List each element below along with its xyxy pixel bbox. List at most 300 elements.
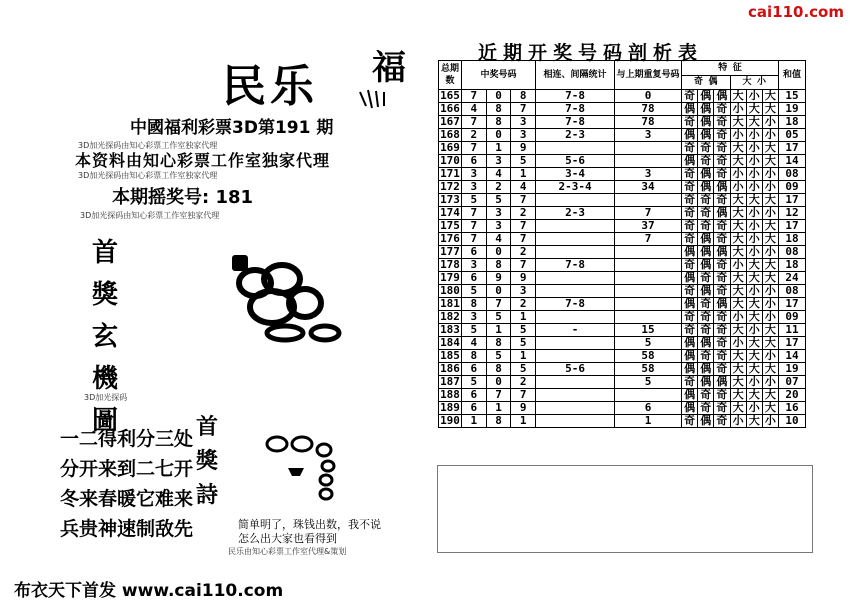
odd-even-cell: 奇 bbox=[698, 272, 714, 285]
number-cell: 3 bbox=[486, 155, 511, 168]
number-cell: 4 bbox=[462, 103, 487, 116]
sum-cell: 09 bbox=[779, 311, 806, 324]
odd-even-cell: 奇 bbox=[682, 311, 698, 324]
odd-even-cell: 奇 bbox=[714, 337, 730, 350]
number-cell: 6 bbox=[462, 389, 487, 402]
col-repeat: 与上期重复号码 bbox=[615, 61, 682, 90]
sum-cell: 07 bbox=[779, 376, 806, 389]
number-cell: 4 bbox=[486, 168, 511, 181]
odd-even-cell: 奇 bbox=[714, 272, 730, 285]
number-cell: 8 bbox=[462, 350, 487, 363]
odd-even-cell: 奇 bbox=[714, 350, 730, 363]
sum-cell: 24 bbox=[779, 272, 806, 285]
sum-cell: 14 bbox=[779, 155, 806, 168]
big-small-cell: 小 bbox=[762, 376, 778, 389]
big-small-cell: 小 bbox=[730, 129, 746, 142]
table-row bbox=[439, 272, 806, 285]
link-cell: 7-8 bbox=[536, 90, 615, 103]
odd-even-cell: 偶 bbox=[682, 402, 698, 415]
number-cell: 3 bbox=[462, 311, 487, 324]
big-small-cell: 大 bbox=[730, 220, 746, 233]
odd-even-cell: 奇 bbox=[682, 324, 698, 337]
issue-cell: 175 bbox=[440, 219, 460, 232]
link-cell: 3-4 bbox=[536, 168, 615, 181]
odd-even-cell: 偶 bbox=[714, 181, 730, 194]
odd-even-cell: 奇 bbox=[714, 116, 730, 129]
vertical-title-char: 圖 bbox=[91, 406, 118, 436]
odd-even-cell: 奇 bbox=[714, 233, 730, 246]
table-row bbox=[439, 220, 806, 233]
odd-even-cell: 奇 bbox=[698, 220, 714, 233]
number-cell: 3 bbox=[462, 181, 487, 194]
odd-even-cell: 偶 bbox=[698, 246, 714, 259]
number-cell: 2 bbox=[511, 298, 536, 311]
odd-even-cell: 奇 bbox=[714, 311, 730, 324]
big-small-cell: 大 bbox=[762, 194, 778, 207]
odd-even-cell: 偶 bbox=[682, 272, 698, 285]
number-cell: 1 bbox=[462, 415, 487, 428]
number-cell: 1 bbox=[486, 402, 511, 415]
big-small-cell: 大 bbox=[746, 363, 762, 376]
number-cell: 7 bbox=[462, 207, 487, 220]
odd-even-cell: 偶 bbox=[698, 168, 714, 181]
link-cell: 5-6 bbox=[536, 155, 615, 168]
odd-even-cell: 偶 bbox=[698, 129, 714, 142]
table-row bbox=[439, 129, 806, 142]
number-cell: 0 bbox=[486, 376, 511, 389]
poem-line: 一二得利分三处 bbox=[60, 428, 194, 450]
link-cell: 7-8 bbox=[536, 259, 615, 272]
link-cell bbox=[536, 285, 615, 298]
odd-even-cell: 奇 bbox=[682, 207, 698, 220]
big-small-cell: 小 bbox=[762, 285, 778, 298]
link-cell: 2-3 bbox=[536, 207, 615, 220]
issue-cell: 173 bbox=[440, 193, 460, 206]
number-cell: 6 bbox=[462, 155, 487, 168]
odd-even-cell: 偶 bbox=[698, 233, 714, 246]
repeat-cell: 37 bbox=[615, 220, 682, 233]
col-odd-even: 奇 偶 bbox=[682, 75, 730, 90]
big-small-cell: 小 bbox=[762, 298, 778, 311]
odd-even-cell: 偶 bbox=[682, 155, 698, 168]
odd-even-cell: 奇 bbox=[714, 415, 730, 428]
big-small-cell: 大 bbox=[730, 324, 746, 337]
link-cell bbox=[536, 350, 615, 363]
sum-cell: 18 bbox=[779, 233, 806, 246]
odd-even-cell: 奇 bbox=[682, 259, 698, 272]
number-cell: 7 bbox=[462, 233, 487, 246]
odd-even-cell: 奇 bbox=[714, 142, 730, 155]
odd-even-cell: 奇 bbox=[698, 194, 714, 207]
table-row bbox=[439, 389, 806, 402]
table-row bbox=[439, 233, 806, 246]
poem-title bbox=[192, 410, 222, 512]
sum-cell: 08 bbox=[779, 285, 806, 298]
number-cell: 8 bbox=[462, 298, 487, 311]
number-cell: 1 bbox=[486, 142, 511, 155]
odd-even-cell: 奇 bbox=[698, 155, 714, 168]
caption-line: 怎么出大家也看得到 bbox=[238, 532, 337, 545]
big-small-cell: 小 bbox=[746, 181, 762, 194]
link-cell bbox=[536, 194, 615, 207]
odd-even-cell: 偶 bbox=[714, 90, 730, 103]
sum-cell: 15 bbox=[779, 90, 806, 103]
big-small-cell: 小 bbox=[746, 246, 762, 259]
poem-line: 分开来到二七开 bbox=[60, 458, 194, 480]
number-cell: 3 bbox=[462, 168, 487, 181]
odd-even-cell: 偶 bbox=[682, 103, 698, 116]
number-cell: 5 bbox=[462, 324, 487, 337]
footer-credit: 布衣天下首发 www.cai110.com bbox=[14, 581, 284, 601]
big-small-cell: 小 bbox=[746, 285, 762, 298]
odd-even-cell: 奇 bbox=[682, 142, 698, 155]
big-small-cell: 大 bbox=[746, 350, 762, 363]
big-small-cell: 小 bbox=[762, 181, 778, 194]
tiny-line-2: 3D加光探码由知心彩票工作室独家代理 bbox=[78, 171, 218, 180]
number-cell: 5 bbox=[486, 194, 511, 207]
big-small-cell: 小 bbox=[762, 415, 778, 428]
big-small-cell: 大 bbox=[762, 155, 778, 168]
table-row bbox=[439, 259, 806, 272]
big-small-cell: 小 bbox=[762, 350, 778, 363]
number-cell: 0 bbox=[486, 285, 511, 298]
table-row bbox=[439, 311, 806, 324]
repeat-cell: 7 bbox=[615, 233, 682, 246]
link-cell: 7-8 bbox=[536, 116, 615, 129]
issue-cell: 174 bbox=[440, 206, 460, 219]
odd-even-cell: 偶 bbox=[698, 376, 714, 389]
number-cell: 7 bbox=[511, 389, 536, 402]
vertical-title-char: 玄 bbox=[91, 322, 118, 352]
number-cell: 3 bbox=[511, 129, 536, 142]
number-cell: 2 bbox=[486, 181, 511, 194]
sum-cell: 12 bbox=[779, 207, 806, 220]
big-small-cell: 小 bbox=[746, 376, 762, 389]
odd-even-cell: 偶 bbox=[714, 246, 730, 259]
big-small-cell: 大 bbox=[762, 259, 778, 272]
table-row bbox=[439, 246, 806, 259]
lottery-table bbox=[438, 60, 806, 428]
link-cell bbox=[536, 376, 615, 389]
odd-even-cell: 奇 bbox=[714, 103, 730, 116]
odd-even-cell: 偶 bbox=[682, 298, 698, 311]
table-row bbox=[439, 298, 806, 311]
vertical-title bbox=[90, 232, 120, 442]
poem-line: 兵贵神速制敌先 bbox=[60, 518, 194, 540]
odd-even-cell: 奇 bbox=[698, 207, 714, 220]
odd-even-cell: 奇 bbox=[682, 220, 698, 233]
table-row bbox=[439, 324, 806, 337]
big-small-cell: 大 bbox=[730, 207, 746, 220]
number-cell: 5 bbox=[462, 194, 487, 207]
poem bbox=[60, 424, 193, 544]
vertical-title-char: 機 bbox=[91, 364, 118, 394]
number-cell: 6 bbox=[462, 246, 487, 259]
number-cell: 7 bbox=[462, 220, 487, 233]
odd-even-cell: 奇 bbox=[714, 285, 730, 298]
repeat-cell bbox=[615, 285, 682, 298]
odd-even-cell: 偶 bbox=[682, 389, 698, 402]
number-cell: 1 bbox=[511, 350, 536, 363]
number-cell: 3 bbox=[486, 220, 511, 233]
big-small-cell: 大 bbox=[730, 116, 746, 129]
caption bbox=[238, 518, 381, 546]
number-cell: 8 bbox=[486, 103, 511, 116]
odd-even-cell: 奇 bbox=[714, 168, 730, 181]
big-small-cell: 大 bbox=[730, 194, 746, 207]
big-small-cell: 大 bbox=[730, 90, 746, 103]
number-cell: 7 bbox=[511, 103, 536, 116]
sum-cell: 17 bbox=[779, 298, 806, 311]
sum-cell: 08 bbox=[779, 246, 806, 259]
odd-even-cell: 奇 bbox=[714, 194, 730, 207]
odd-even-cell: 奇 bbox=[698, 142, 714, 155]
table-row bbox=[439, 90, 806, 103]
repeat-cell bbox=[615, 259, 682, 272]
big-small-cell: 大 bbox=[762, 402, 778, 415]
odd-even-cell: 偶 bbox=[682, 363, 698, 376]
repeat-cell bbox=[615, 389, 682, 402]
issue-cell: 182 bbox=[440, 310, 460, 323]
big-small-cell: 小 bbox=[746, 207, 762, 220]
number-cell: 7 bbox=[511, 259, 536, 272]
odd-even-cell: 奇 bbox=[682, 194, 698, 207]
odd-even-cell: 奇 bbox=[698, 350, 714, 363]
site-watermark: cai110.com bbox=[748, 3, 844, 21]
big-small-cell: 大 bbox=[746, 272, 762, 285]
number-cell: 6 bbox=[462, 363, 487, 376]
link-cell bbox=[536, 402, 615, 415]
big-small-cell: 小 bbox=[746, 233, 762, 246]
number-cell: 5 bbox=[486, 350, 511, 363]
odd-even-cell: 偶 bbox=[698, 181, 714, 194]
number-cell: 4 bbox=[486, 233, 511, 246]
number-cell: 4 bbox=[462, 337, 487, 350]
big-small-cell: 大 bbox=[730, 272, 746, 285]
odd-even-cell: 偶 bbox=[698, 285, 714, 298]
issue-cell: 180 bbox=[440, 284, 460, 297]
big-small-cell: 小 bbox=[762, 116, 778, 129]
caption-small: 民乐由知心彩票工作室代理&策划 bbox=[228, 547, 347, 556]
number-cell: 7 bbox=[486, 298, 511, 311]
link-cell bbox=[536, 337, 615, 350]
table-row bbox=[439, 207, 806, 220]
tiny-line-3: 3D加光探码由知心彩票工作室独家代理 bbox=[80, 211, 220, 220]
number-cell: 5 bbox=[511, 155, 536, 168]
big-small-cell: 大 bbox=[762, 337, 778, 350]
poem-title-char: 詩 bbox=[195, 482, 218, 508]
sum-cell: 19 bbox=[779, 103, 806, 116]
number-cell: 1 bbox=[511, 415, 536, 428]
big-small-cell: 大 bbox=[730, 350, 746, 363]
number-cell: 8 bbox=[486, 415, 511, 428]
odd-even-cell: 偶 bbox=[682, 246, 698, 259]
number-cell: 0 bbox=[486, 90, 511, 103]
table-row bbox=[439, 142, 806, 155]
number-cell: 0 bbox=[486, 129, 511, 142]
sum-cell: 17 bbox=[779, 142, 806, 155]
odd-even-cell: 奇 bbox=[682, 233, 698, 246]
big-small-cell: 大 bbox=[762, 389, 778, 402]
sum-cell: 05 bbox=[779, 129, 806, 142]
big-small-cell: 大 bbox=[730, 402, 746, 415]
number-cell: 8 bbox=[486, 259, 511, 272]
number-cell: 1 bbox=[486, 324, 511, 337]
issue-cell: 169 bbox=[440, 141, 460, 154]
big-small-cell: 小 bbox=[762, 129, 778, 142]
issue-cell: 165 bbox=[440, 89, 460, 102]
table-row bbox=[439, 376, 806, 389]
number-cell: 2 bbox=[511, 207, 536, 220]
number-cell: 3 bbox=[511, 116, 536, 129]
link-cell bbox=[536, 233, 615, 246]
odd-even-cell: 偶 bbox=[714, 376, 730, 389]
repeat-cell bbox=[615, 246, 682, 259]
odd-even-cell: 偶 bbox=[682, 350, 698, 363]
number-cell: 9 bbox=[511, 402, 536, 415]
table-row bbox=[439, 103, 806, 116]
sum-cell: 18 bbox=[779, 116, 806, 129]
col-issue: 总期数 bbox=[439, 61, 462, 90]
agency-notice: 本资料由知心彩票工作室独家代理 bbox=[75, 151, 331, 170]
big-small-cell: 大 bbox=[730, 285, 746, 298]
sum-cell: 17 bbox=[779, 194, 806, 207]
odd-even-cell: 奇 bbox=[682, 415, 698, 428]
big-small-cell: 小 bbox=[746, 402, 762, 415]
link-cell bbox=[536, 389, 615, 402]
link-cell: 2-3-4 bbox=[536, 181, 615, 194]
sum-cell: 16 bbox=[779, 402, 806, 415]
big-small-cell: 小 bbox=[730, 103, 746, 116]
number-cell: 3 bbox=[486, 207, 511, 220]
big-small-cell: 大 bbox=[762, 103, 778, 116]
sum-cell: 17 bbox=[779, 220, 806, 233]
odd-even-cell: 奇 bbox=[714, 389, 730, 402]
number-cell: 9 bbox=[511, 272, 536, 285]
big-small-cell: 小 bbox=[746, 324, 762, 337]
issue-cell: 187 bbox=[440, 375, 460, 388]
odd-even-cell: 奇 bbox=[698, 311, 714, 324]
big-small-cell: 小 bbox=[730, 311, 746, 324]
link-cell: 7-8 bbox=[536, 103, 615, 116]
big-small-cell: 大 bbox=[746, 116, 762, 129]
link-cell bbox=[536, 272, 615, 285]
table-row bbox=[439, 402, 806, 415]
link-cell: 2-3 bbox=[536, 129, 615, 142]
odd-even-cell: 奇 bbox=[714, 129, 730, 142]
link-cell bbox=[536, 415, 615, 428]
big-small-cell: 大 bbox=[762, 142, 778, 155]
number-cell: 5 bbox=[462, 376, 487, 389]
number-cell: 1 bbox=[511, 168, 536, 181]
number-cell: 5 bbox=[511, 337, 536, 350]
hint-drawing bbox=[262, 430, 342, 502]
table-row bbox=[439, 363, 806, 376]
issue-cell: 166 bbox=[440, 102, 460, 115]
repeat-cell bbox=[615, 311, 682, 324]
big-small-cell: 小 bbox=[746, 220, 762, 233]
table-row bbox=[439, 350, 806, 363]
big-small-cell: 大 bbox=[730, 363, 746, 376]
number-cell: 9 bbox=[486, 272, 511, 285]
number-cell: 7 bbox=[511, 194, 536, 207]
sum-cell: 20 bbox=[779, 389, 806, 402]
big-small-cell: 大 bbox=[746, 194, 762, 207]
vertical-title-char: 獎 bbox=[91, 280, 118, 310]
table-row bbox=[439, 285, 806, 298]
big-small-cell: 小 bbox=[746, 129, 762, 142]
big-small-cell: 大 bbox=[746, 311, 762, 324]
link-cell: 5-6 bbox=[536, 363, 615, 376]
sum-cell: 08 bbox=[779, 168, 806, 181]
big-small-cell: 大 bbox=[730, 246, 746, 259]
link-cell bbox=[536, 142, 615, 155]
table-row bbox=[439, 415, 806, 428]
repeat-cell: 3 bbox=[615, 168, 682, 181]
odd-even-cell: 奇 bbox=[714, 155, 730, 168]
sum-cell: 18 bbox=[779, 259, 806, 272]
issue-cell: 168 bbox=[440, 128, 460, 141]
table-row bbox=[439, 194, 806, 207]
number-cell: 5 bbox=[486, 311, 511, 324]
number-cell: 3 bbox=[511, 285, 536, 298]
side-label: 3D加光探码 bbox=[84, 393, 128, 402]
odd-even-cell: 偶 bbox=[698, 415, 714, 428]
odd-even-cell: 奇 bbox=[682, 168, 698, 181]
number-cell: 5 bbox=[462, 285, 487, 298]
repeat-cell bbox=[615, 298, 682, 311]
number-cell: 7 bbox=[462, 116, 487, 129]
repeat-cell bbox=[615, 194, 682, 207]
odd-even-cell: 奇 bbox=[682, 181, 698, 194]
issue-cell: 177 bbox=[440, 245, 460, 258]
repeat-cell: 5 bbox=[615, 337, 682, 350]
number-cell: 8 bbox=[511, 90, 536, 103]
big-small-cell: 大 bbox=[730, 233, 746, 246]
big-small-cell: 小 bbox=[762, 311, 778, 324]
link-cell bbox=[536, 311, 615, 324]
number-cell: 6 bbox=[462, 272, 487, 285]
issue-cell: 170 bbox=[440, 154, 460, 167]
big-small-cell: 大 bbox=[730, 376, 746, 389]
sum-cell: 14 bbox=[779, 350, 806, 363]
mystery-drawing bbox=[210, 245, 360, 360]
poem-title-char: 獎 bbox=[195, 448, 218, 474]
big-small-cell: 大 bbox=[746, 337, 762, 350]
table-row bbox=[439, 181, 806, 194]
link-cell bbox=[536, 220, 615, 233]
table-row bbox=[439, 168, 806, 181]
big-small-cell: 大 bbox=[746, 389, 762, 402]
odd-even-cell: 偶 bbox=[698, 90, 714, 103]
issue-cell: 186 bbox=[440, 362, 460, 375]
odd-even-cell: 奇 bbox=[698, 298, 714, 311]
issue-cell: 183 bbox=[440, 323, 460, 336]
seal-tassel-icon bbox=[356, 88, 400, 110]
big-small-cell: 小 bbox=[730, 181, 746, 194]
poem-line: 冬来春暖它难来 bbox=[60, 488, 194, 510]
odd-even-cell: 奇 bbox=[714, 363, 730, 376]
odd-even-cell: 奇 bbox=[714, 324, 730, 337]
repeat-cell: 3 bbox=[615, 129, 682, 142]
number-cell: 8 bbox=[486, 363, 511, 376]
big-small-cell: 大 bbox=[730, 142, 746, 155]
big-small-cell: 大 bbox=[730, 155, 746, 168]
number-cell: 8 bbox=[486, 337, 511, 350]
big-small-cell: 小 bbox=[746, 142, 762, 155]
issue-cell: 185 bbox=[440, 349, 460, 362]
brand-logo: 民乐 bbox=[222, 61, 318, 112]
